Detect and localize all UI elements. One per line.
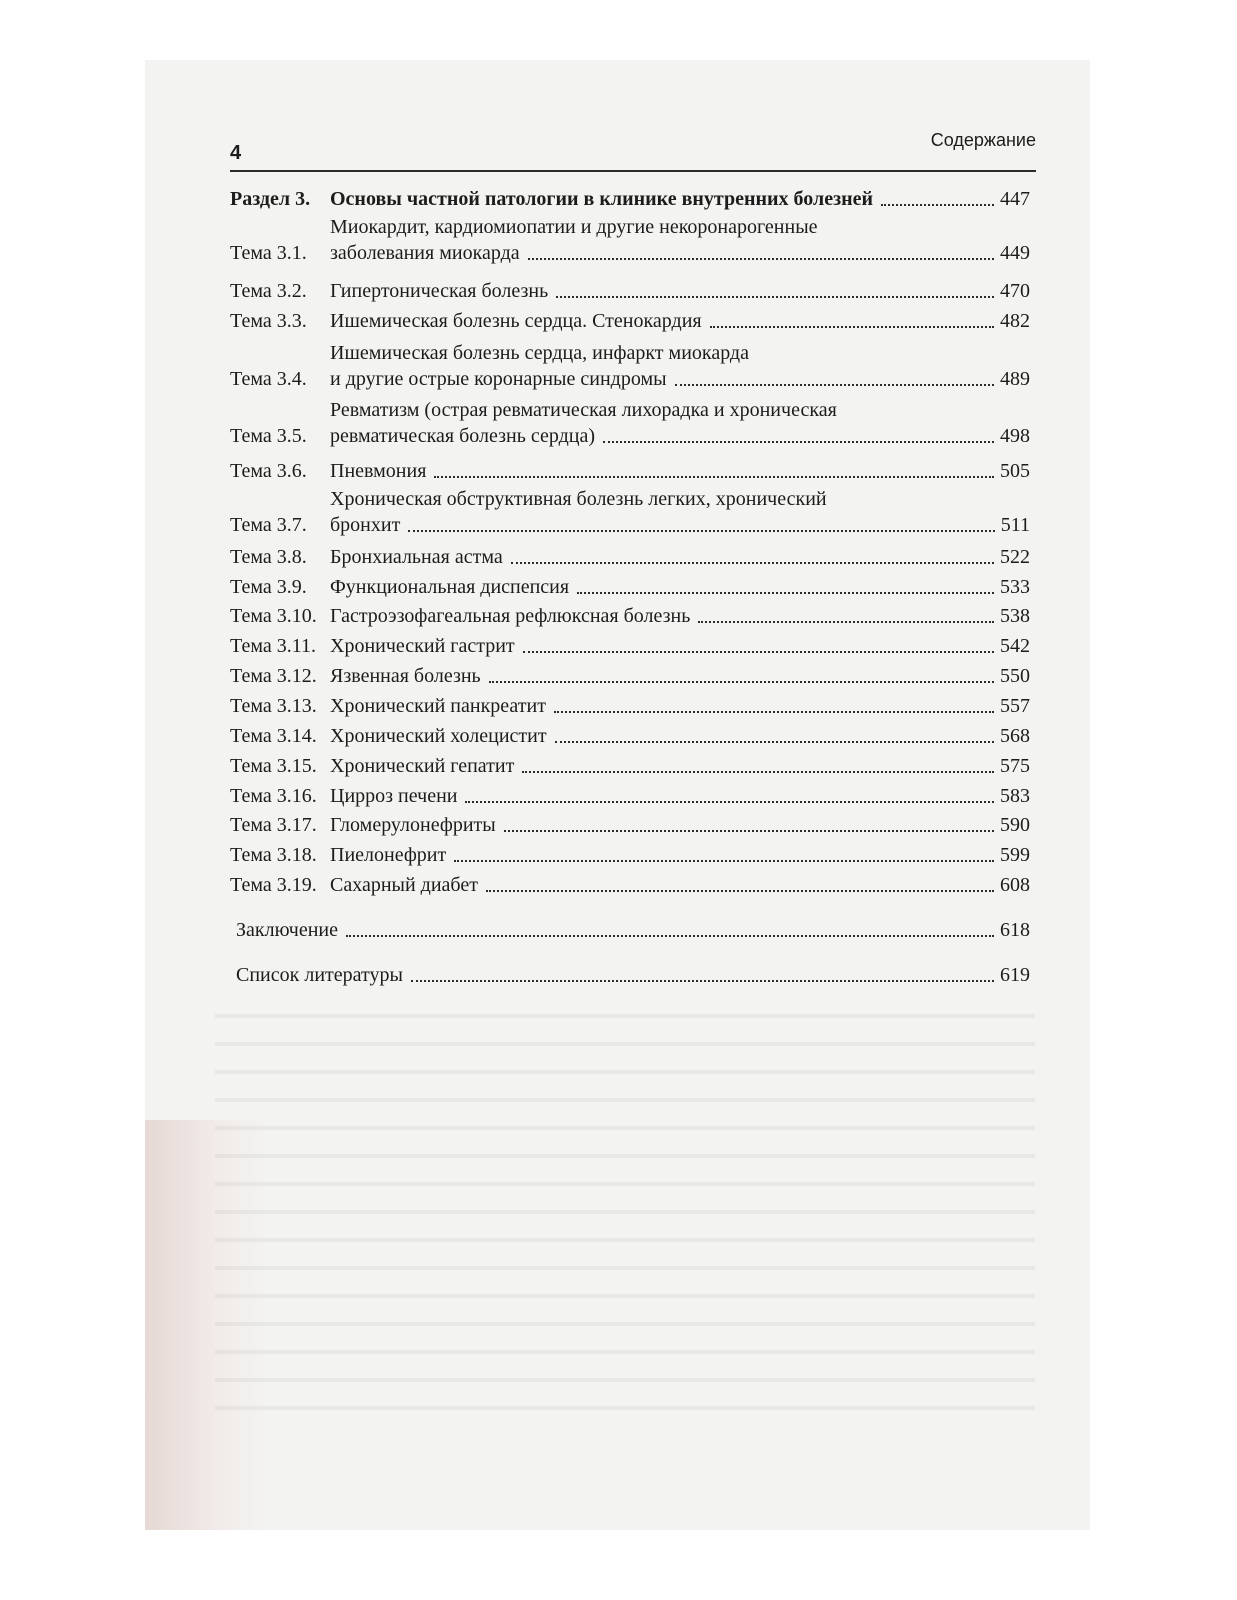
toc-page: 599 bbox=[1000, 844, 1030, 866]
toc-page: 489 bbox=[1000, 368, 1030, 390]
toc-entry[interactable] bbox=[230, 340, 1030, 392]
dot-leader bbox=[454, 856, 994, 862]
toc-title: Бронхиальная астма bbox=[330, 546, 503, 568]
toc-entry[interactable] bbox=[230, 872, 1030, 898]
toc-title-line1: Ишемическая болезнь сердца, инфаркт миокарда bbox=[330, 342, 749, 364]
toc-title: Заключение bbox=[236, 919, 338, 941]
toc-title: Хронический гепатит bbox=[330, 755, 515, 777]
toc-label: Тема 3.9. bbox=[230, 576, 307, 598]
dot-leader bbox=[486, 886, 994, 892]
toc-page: 619 bbox=[1000, 964, 1030, 986]
toc-title-line2: ревматическая болезнь сердца) bbox=[330, 425, 595, 447]
toc-entry[interactable] bbox=[230, 842, 1030, 868]
toc-label: Тема 3.3. bbox=[230, 310, 307, 332]
dot-leader bbox=[675, 380, 994, 386]
toc-label: Тема 3.11. bbox=[230, 635, 316, 657]
toc-title: Хронический панкреатит bbox=[330, 695, 546, 717]
dot-leader bbox=[554, 707, 994, 713]
toc-title: Пневмония bbox=[330, 460, 427, 482]
toc-page: 470 bbox=[1000, 280, 1030, 302]
toc-label: Тема 3.6. bbox=[230, 460, 307, 482]
page-number: 4 bbox=[230, 142, 242, 164]
toc-title: Гастроэзофагеальная рефлюксная болезнь bbox=[330, 605, 691, 627]
toc-entry[interactable] bbox=[230, 603, 1030, 629]
toc-label: Тема 3.1. bbox=[230, 242, 307, 264]
dot-leader bbox=[465, 797, 994, 803]
toc-title: Пиелонефрит bbox=[330, 844, 447, 866]
toc-page: 505 bbox=[1000, 460, 1030, 482]
toc-page: 498 bbox=[1000, 425, 1030, 447]
toc-entry[interactable] bbox=[230, 486, 1030, 538]
dot-leader bbox=[555, 737, 994, 743]
toc-label: Тема 3.8. bbox=[230, 546, 307, 568]
toc-title: Цирроз печени bbox=[330, 785, 458, 807]
toc-entry[interactable] bbox=[230, 214, 1030, 266]
toc-label: Тема 3.13. bbox=[230, 695, 317, 717]
toc-entry[interactable] bbox=[230, 723, 1030, 749]
toc-title: Гипертоническая болезнь bbox=[330, 280, 549, 302]
toc-page: 542 bbox=[1000, 635, 1030, 657]
toc-page: 538 bbox=[1000, 605, 1030, 627]
toc-title-line2: и другие острые коронарные синдромы bbox=[330, 368, 667, 390]
toc-label: Тема 3.19. bbox=[230, 874, 317, 896]
dot-leader bbox=[408, 526, 994, 532]
toc-section-entry[interactable] bbox=[230, 186, 1030, 212]
toc-entry[interactable] bbox=[230, 783, 1030, 809]
toc-title: Ишемическая болезнь сердца. Стенокардия bbox=[330, 310, 702, 332]
toc-entry[interactable] bbox=[230, 663, 1030, 689]
toc-title-line1: Миокардит, кардиомиопатии и другие некоронарогенные bbox=[330, 216, 818, 238]
toc-title-line1: Ревматизм (острая ревматическая лихорадка и хроническая bbox=[330, 399, 837, 421]
dot-leader bbox=[346, 931, 994, 937]
toc-references-entry[interactable] bbox=[236, 962, 1030, 988]
toc-title: Хронический холецистит bbox=[330, 725, 547, 747]
toc-label: Тема 3.15. bbox=[230, 755, 317, 777]
toc-label: Тема 3.14. bbox=[230, 725, 317, 747]
toc-title-line1: Хроническая обструктивная болезнь легких, хронический bbox=[330, 488, 827, 510]
dot-leader bbox=[522, 767, 994, 773]
dot-leader bbox=[504, 826, 994, 832]
toc-title-line2: заболевания миокарда bbox=[330, 242, 520, 264]
toc-entry[interactable] bbox=[230, 633, 1030, 659]
toc-entry[interactable] bbox=[230, 544, 1030, 570]
toc-page: 511 bbox=[1000, 514, 1030, 536]
dot-leader bbox=[603, 437, 994, 443]
dot-leader bbox=[556, 292, 994, 298]
toc-title: Основы частной патологии в клинике внутренних болезней bbox=[330, 188, 874, 210]
dot-leader bbox=[434, 472, 994, 478]
toc-title: Гломерулонефриты bbox=[330, 814, 496, 836]
dot-leader bbox=[511, 558, 994, 564]
toc-title: Язвенная болезнь bbox=[330, 665, 481, 687]
toc-label: Тема 3.12. bbox=[230, 665, 317, 687]
toc-entry[interactable] bbox=[230, 812, 1030, 838]
toc-page: 590 bbox=[1000, 814, 1030, 836]
toc-entry[interactable] bbox=[230, 753, 1030, 779]
toc-entry[interactable] bbox=[230, 278, 1030, 304]
toc-page: 583 bbox=[1000, 785, 1030, 807]
dot-leader bbox=[489, 677, 994, 683]
running-title: Содержание bbox=[930, 130, 1036, 150]
toc-page: 557 bbox=[1000, 695, 1030, 717]
toc-page: 447 bbox=[1000, 188, 1030, 210]
toc-label: Тема 3.5. bbox=[230, 425, 307, 447]
toc-entry[interactable] bbox=[230, 397, 1030, 449]
toc-title: Список литературы bbox=[236, 964, 403, 986]
toc-label: Тема 3.18. bbox=[230, 844, 317, 866]
toc-page: 550 bbox=[1000, 665, 1030, 687]
toc-label: Тема 3.2. bbox=[230, 280, 307, 302]
toc-label: Тема 3.17. bbox=[230, 814, 317, 836]
toc-title: Функциональная диспепсия bbox=[330, 576, 570, 598]
toc-title-line2: бронхит bbox=[330, 514, 401, 536]
toc-page: 449 bbox=[1000, 242, 1030, 264]
toc-title: Сахарный диабет bbox=[330, 874, 478, 896]
toc-page: 608 bbox=[1000, 874, 1030, 896]
toc-page: 482 bbox=[1000, 310, 1030, 332]
toc-entry[interactable] bbox=[230, 574, 1030, 600]
dot-leader bbox=[710, 322, 994, 328]
toc-label: Раздел 3. bbox=[230, 188, 311, 210]
dot-leader bbox=[698, 617, 994, 623]
page-header bbox=[230, 130, 1036, 172]
toc-label: Тема 3.10. bbox=[230, 605, 317, 627]
toc-page: 568 bbox=[1000, 725, 1030, 747]
dot-leader bbox=[523, 647, 994, 653]
toc-entry[interactable] bbox=[230, 458, 1030, 484]
dot-leader bbox=[528, 254, 994, 260]
toc-label: Тема 3.16. bbox=[230, 785, 317, 807]
toc-page: 533 bbox=[1000, 576, 1030, 598]
toc-entry[interactable] bbox=[230, 693, 1030, 719]
toc-page: 522 bbox=[1000, 546, 1030, 568]
bleed-through-text bbox=[215, 990, 1035, 1410]
dot-leader bbox=[881, 200, 994, 206]
toc-entry[interactable] bbox=[230, 308, 1030, 334]
toc-conclusion-entry[interactable] bbox=[236, 917, 1030, 943]
dot-leader bbox=[411, 976, 994, 982]
toc-page: 575 bbox=[1000, 755, 1030, 777]
toc-title: Хронический гастрит bbox=[330, 635, 515, 657]
toc-label: Тема 3.7. bbox=[230, 514, 307, 536]
toc-label: Тема 3.4. bbox=[230, 368, 307, 390]
dot-leader bbox=[577, 588, 994, 594]
toc-page: 618 bbox=[1000, 919, 1030, 941]
